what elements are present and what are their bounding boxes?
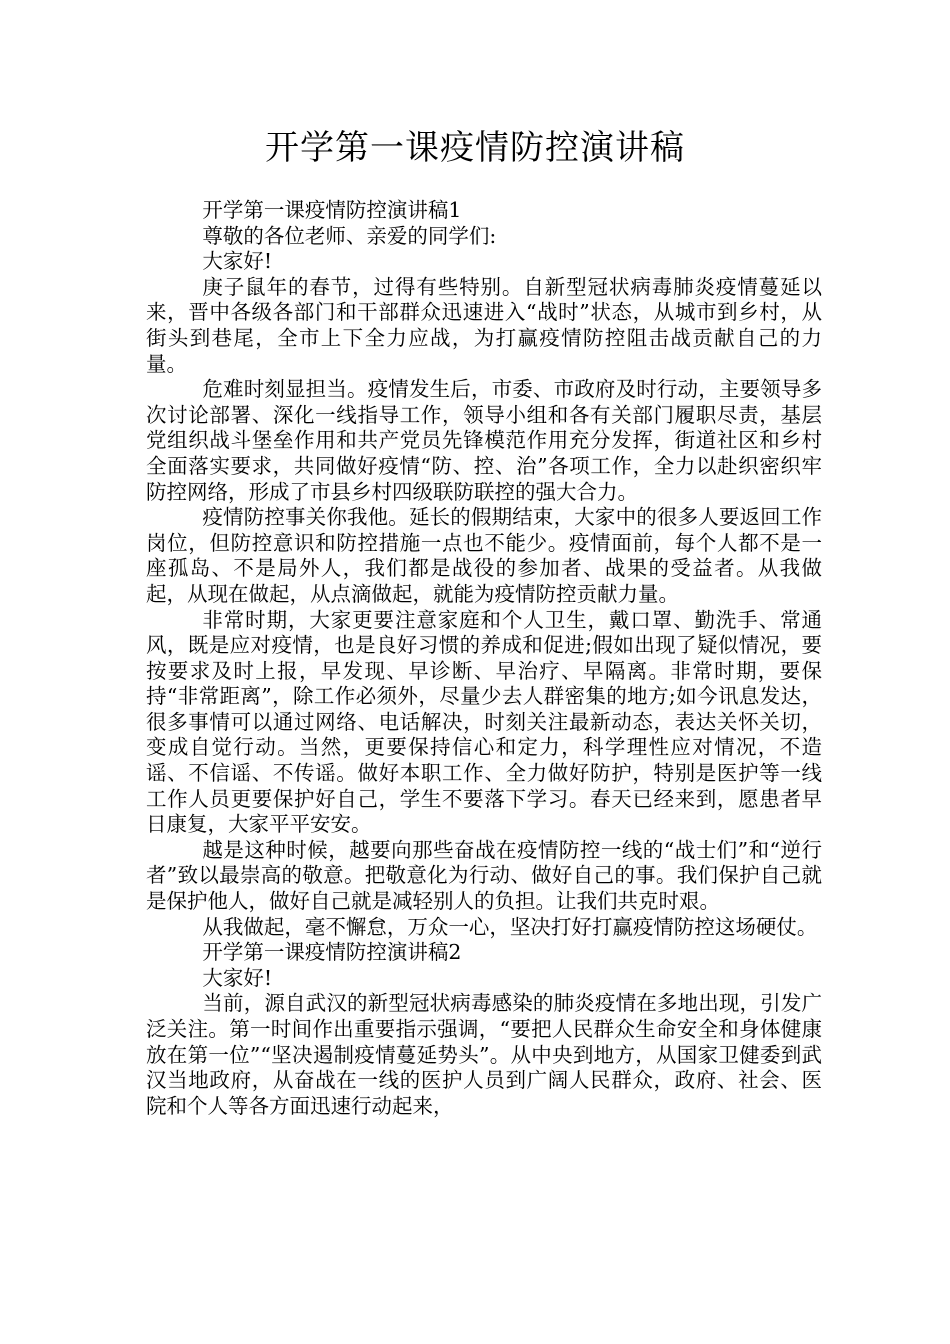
greeting: 大家好! bbox=[202, 965, 273, 990]
salutation: 尊敬的各位老师、亲爱的同学们: bbox=[202, 223, 497, 248]
paragraph: 疫情防控事关你我他。延长的假期结束，大家中的很多人要返回工作岗位，但防控意识和防控措施一点也不能少。疫情面前，每个人都不是一座孤岛、不是局外人，我们都是战役的参加者、战果的受益者。从我做起，从现在做起，从点滴做起，就能为疫情防控贡献力量。 bbox=[146, 505, 822, 606]
document-body bbox=[146, 198, 822, 1119]
paragraph: 危难时刻显担当。疫情发生后，市委、市政府及时行动，主要领导多次讨论部署、深化一线指导工作，领导小组和各有关部门履职尽责，基层党组织战斗堡垒作用和共产党员先锋模范作用充分发挥，街道社区和乡村全面落实要求，共同做好疫情“防、控、治”各项工作，全力以赴织密织牢防控网络，形成了市县乡村四级联防联控的强大合力。 bbox=[146, 377, 822, 504]
greeting: 大家好! bbox=[202, 249, 273, 274]
document-title: 开学第一课疫情防控演讲稿 bbox=[265, 128, 685, 168]
paragraph: 当前，源自武汉的新型冠状病毒感染的肺炎疫情在多地出现，引发广泛关注。第一时间作出重要指示强调，“要把人民群众生命安全和身体健康放在第一位”“坚决遏制疫情蔓延势头”。从中央到地方，从国家卫健委到武汉当地政府，从奋战在一线的医护人员到广阔人民群众，政府、社会、医院和个人等各方面迅速行动起来， bbox=[146, 991, 822, 1118]
paragraph: 越是这种时候，越要向那些奋战在疫情防控一线的“战士们”和“逆行者”致以最崇高的敬意。把敬意化为行动、做好自己的事。我们保护自己就是保护他人，做好自己就是减轻别人的负担。让我们共克时艰。 bbox=[146, 837, 822, 914]
speech-heading-1: 开学第一课疫情防控演讲稿1 bbox=[202, 198, 462, 222]
paragraph: 从我做起，毫不懈怠，万众一心，坚决打好打赢疫情防控这场硬仗。 bbox=[202, 914, 818, 939]
paragraph: 庚子鼠年的春节，过得有些特别。自新型冠状病毒肺炎疫情蔓延以来，晋中各级各部门和干部群众迅速进入“战时”状态，从城市到乡村，从街头到巷尾，全市上下全力应战，为打赢疫情防控阻击战贡献自己的力量。 bbox=[146, 274, 822, 376]
speech-heading-2: 开学第一课疫情防控演讲稿2 bbox=[202, 940, 462, 965]
paragraph: 非常时期，大家更要注意家庭和个人卫生，戴口罩、勤洗手、常通风，既是应对疫情，也是良好习惯的养成和促进;假如出现了疑似情况，要按要求及时上报，早发现、早诊断、早治疗、早隔离。非常时期，要保持“非常距离”，除工作必须外，尽量少去人群密集的地方;如今讯息发达，很多事情可以通过网络、电话解决，时刻关注最新动态，表达关怀关切，变成自觉行动。当然，更要保持信心和定力，科学理性应对情况，不造谣、不信谣、不传谣。做好本职工作、全力做好防护，特别是医护等一线工作人员更要保护好自己，学生不要落下学习。春天已经来到，愿患者早日康复，大家平平安安。 bbox=[146, 607, 822, 837]
